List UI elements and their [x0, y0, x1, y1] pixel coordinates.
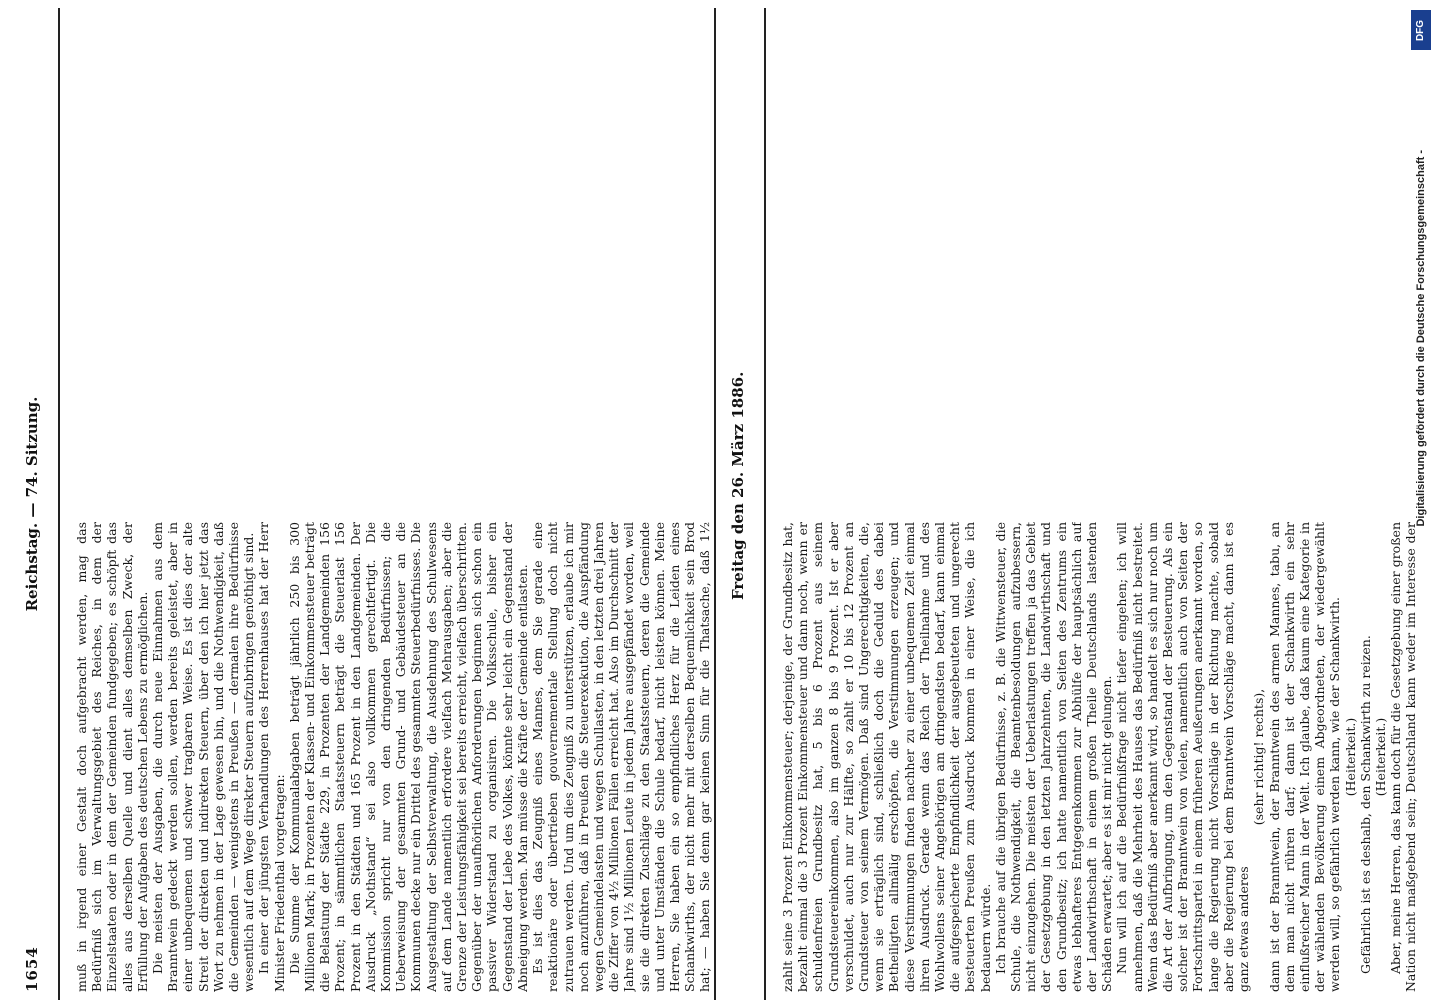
interjection: (Heiterkeit.) [1372, 717, 1388, 797]
page-right [714, 8, 1420, 1000]
running-header [18, 8, 48, 1000]
page-left [8, 8, 714, 1000]
header-title: Reichstag. — 74. Sitzung. [23, 396, 41, 612]
running-header [724, 8, 754, 1000]
page-number: 1654 [23, 946, 41, 992]
paragraph: dann ist der Branntwein, der Branntwein des armen Mannes, tabu, an dem man nicht rühren darf; dann ist der Schankwirth ein sehr einflußreicher Mann in der Welt. Ich glaube, daß kaum eine Kategorie in der wählenden Bevölkerung einem Abgeordneten, der wiedergewählt werden will, so gefährlich werden kann, wie der Schankwirth. [1266, 522, 1343, 992]
paragraph: Aber, meine Herren, das kann doch für die Gesetzgebung einer großen Nation nicht maßgebend sein; Deutschland kann weder im Interesse der [1388, 522, 1419, 992]
header-date: Freitag den 26. März 1886. [729, 371, 747, 600]
header-rule [764, 8, 766, 1000]
paragraph: zahlt seine 3 Prozent Einkommensteuer; derjenige, der Grundbesitz hat, bezahlt einmal die 3 Prozent Einkommensteuer und dann noch, wenn er schuldenfreien Grundbesitz hat, 5 bis 6 Prozent aus seinem Grundsteuereinkommen, also im ganzen 8 bis 9 Prozent. Ist er aber verschuldet, auch nur zur Hälfte, so zahlt er 10 bis 12 Prozent an Grundsteuer von seinem Vermögen. Daß sind Ungerechtigkeiten, die, wenn sie erträglich sind, schließlich doch die Geduld des dabei Betheiligten allmälig erschöpfen, die Verstimmungen erzeugen; und diese Verstimmungen finden nachher zu einer unbequemen Zeit einmal ihren Ausdruck. Gerade wenn das Reich der Theilnahme und des Wohlwollens seiner Angehörigen am dringendsten bedarf, kann einmal die aufgespeicherte Empfindlichkeit der ausgebeuteten und ungerecht besteuerten Preußen zum Ausdruck kommen in einer Weise, die ich bedauern würde. [780, 522, 993, 992]
rotated-page [8, 8, 1420, 1000]
header-rule [58, 8, 60, 1000]
paragraph: In einer der jüngsten Verhandlungen des Herrenhauses hat der Herr Minister Friedenthal vorgetragen: [256, 522, 287, 992]
dfg-logo [1411, 10, 1431, 50]
paragraph: muß in irgend einer Gestalt doch aufgebracht werden, mag das Bedürfniß sich im Verwaltungsgebiet des Reiches, in dem der Einzelstaaten oder in dem der Gemeinden fundgegeben; es schöpft das alles aus derselben Quelle und dient alles demselben Zweck, der Erfüllung der Aufgaben des deutschen Lebens zu ermöglichen. [74, 522, 150, 992]
interjection: (Heiterkeit.) [1342, 717, 1358, 797]
dfg-logo-text: DFG [1415, 19, 1427, 41]
quoted-paragraph: Die Summe der Kommunalabgaben beträgt jährlich 250 bis 300 Millionen Mark; in Prozenten der Klassen- und Einkommensteuer beträgt die Belastung der Städte 229, in Prozenten der Landgemeinden 156 Prozent; in sämmtlichen Staatssteuern beträgt die Steuerlast 156 Prozent in den Städten und 165 Prozent in den Landgemeinden. Der Ausdruck „Nothstand“ sei also vollkommen gerechtfertigt. Die Kommission spricht nur von den dringenden Bedürfnissen; die Ueberweisung der gesammten Grund- und Gebäudesteuer an die Kommunen decke nur ein Drittel des gesammten Steuerbedürfnisses. Die Ausgestaltung der Selbstverwaltung, die Ausdehnung des Schulwesens auf dem Lande namentlich erfordere vielfach Mehrausgaben; aber die Grenze der Leistungsfähigkeit sei bereits erreicht, vielfach überschritten. Gegenüber der unaufhörlichen Anforderungen beginnen sich schon ein passiver Widerstand zu organisiren. Die Volksschule, bisher ein Gegenstand der Liebe des Volkes, könnte sehr leicht ein Gegenstand der Abneigung werden. Man müsse die Kräfte der Gemeinde entlasten. [286, 522, 530, 992]
paragraph: Gefährlich ist es deshalb, den Schankwirth zu reizen. [1357, 635, 1373, 974]
interjection: (sehr richtig! rechts), [1251, 688, 1267, 826]
text-column [74, 522, 714, 992]
digitization-credit: Digitalisierung gefördert durch die Deutsche Forschungsgemeinschaft - [1415, 150, 1427, 527]
text-column [780, 522, 1420, 992]
paragraph: Es ist dies das Zeugniß eines Mannes, dem Sie gerade eine reaktionäre oder übertrieben gouvernementale Stellung doch nicht zutrauen werden. Und um dies Zeugniß zu unterstützen, erlaube ich mir noch anzuführen, daß in Preußen die Steuerexekution, die Auspfändung wegen Gemeindelasten und wegen Schullasten, in den letzten drei Jahren die Ziffer von 4½ Millionen Fällen erreicht hat. Also im Durchschnitt der Jahre sind 1½ Millionen Leute in jedem Jahre ausgepfändet worden, weil sie die direkten Zuschläge zu den Staatssteuern, deren die Gemeinde und unter Umständen die Schule bedarf, nicht leisten können. Meine Herren, Sie haben ein so empfindliches Herz für die Leiden eines Schankwirths, der nicht mehr mit derselben Bequemlichkeit sein Brod hat; — haben Sie denn gar keinen Sinn für die Thatsache, daß 1½ [530, 522, 713, 992]
paragraph: Nun will ich auf die Bedürfnißfrage nicht tiefer eingehen; ich will annehmen, daß die Mehrheit des Hauses das Bedürfniß nicht bestreitet. Wenn das Bedürfniß aber anerkannt wird, so handelt es sich nur noch um die Art der Aufbringung, um den Gegenstand der Besteuerung. Als ein solcher ist der Branntwein von vielen, namentlich auch von Seiten der Fortschrittspartei in einem früheren Aeußerungen anerkannt worden, so lange die Regierung nicht Vorschläge in der Richtung machte, sobald aber die Regierung bei dem Branntwein Vorschläge macht, dann ist es ganz etwas anderes [1114, 522, 1252, 992]
paragraph: Die meisten der Ausgaben, die durch neue Einnahmen aus dem Branntwein gedeckt werden sollen, werden bereits geleistet, aber in einer unbequemen und schwer tragbaren Weise. Es ist dies der alte Streit der direkten und indirekten Steuern, über den ich hier jetzt das Wort zu nehmen in der Lage gewesen bin, und die Nothwendigkeit, daß die Gemeinden — wenigstens in Preußen — dermalen ihre Bedürfnisse wesentlich auf dem Wege direkter Steuern aufzubringen genöthigt sind. [150, 522, 257, 992]
paragraph: Ich brauche auf die übrigen Bedürfnisse, z. B. die Wittwensteuer, die Schule, die Nothwendigkeit, die Beamtenbesoldungen aufzubessern, nicht einzugehen. Die meisten der Ueberlastungen treffen ja das Gebiet der Gesetzgebung in den letzten Jahrzehnten, die Landwirthschaft und den Grundbesitz; ich hatte namentlich von Seiten des Zentrums ein etwas lebhafteres Entgegenkommen zur Abhülfe der hauptsächlich auf der Landwirthschaft in einem großen Theile Deutschlands lastenden Schäden erwartet; aber es ist mir nicht gelungen. [992, 522, 1115, 992]
